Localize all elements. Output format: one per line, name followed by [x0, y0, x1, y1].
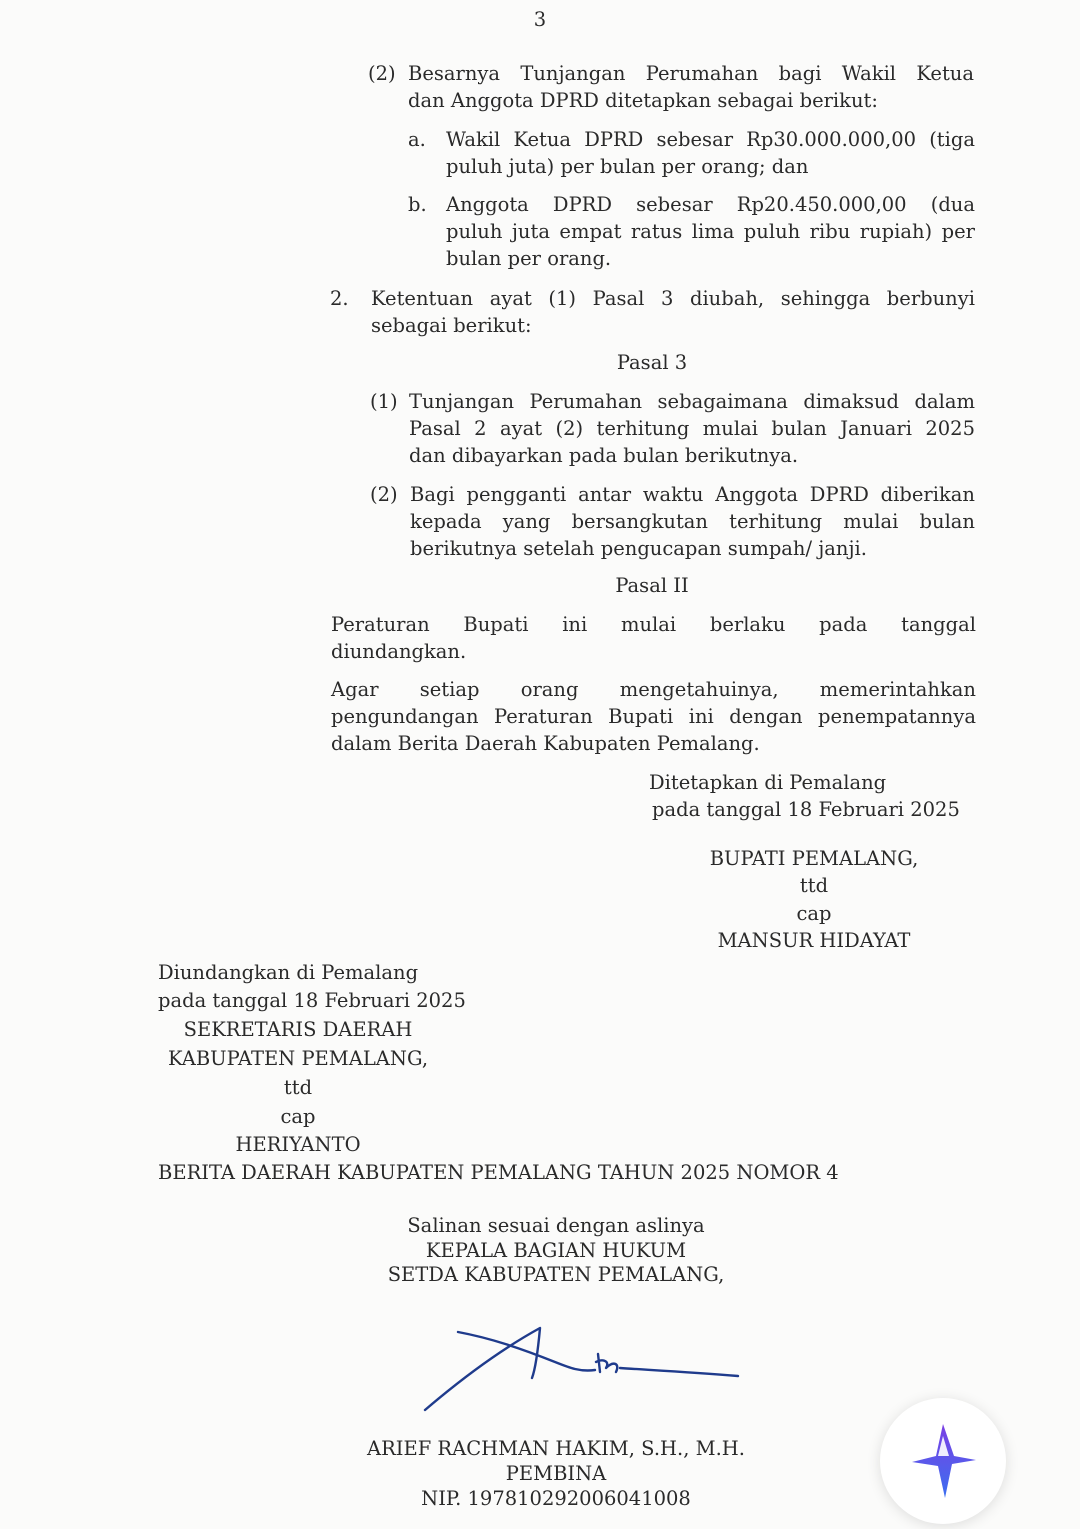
promulgation-date: pada tanggal 18 Februari 2025	[158, 989, 466, 1012]
page-number: 3	[533, 8, 547, 31]
handwritten-signature	[420, 1320, 750, 1420]
certifier-title: SETDA KABUPATEN PEMALANG,	[387, 1263, 725, 1286]
ayat-text-line: Pasal 2 ayat (2) terhitung mulai bulan Januari 2025	[409, 417, 975, 440]
list-number: 2.	[330, 287, 349, 310]
closing-paragraph-line: diundangkan.	[331, 640, 467, 663]
list-item-line: Anggota DPRD sebesar Rp20.450.000,00 (dua	[446, 193, 975, 216]
list-letter: b.	[408, 193, 427, 216]
signatory-name: MANSUR HIDAYAT	[717, 929, 911, 952]
signature-mark: ttd	[283, 1076, 313, 1099]
certified-copy-note: Salinan sesuai dengan aslinya	[407, 1214, 705, 1237]
signatory-name: HERIYANTO	[235, 1133, 361, 1156]
enactment-date: pada tanggal 18 Februari 2025	[652, 798, 960, 821]
app-logo-badge[interactable]	[880, 1398, 1006, 1524]
ayat-text-line: Tunjangan Perumahan sebagaimana dimaksud dalam	[409, 390, 975, 413]
ayat-text-line: dan dibayarkan pada bulan berikutnya.	[409, 444, 799, 467]
gazette-reference: BERITA DAERAH KABUPATEN PEMALANG TAHUN 2025 NOMOR 4	[158, 1161, 839, 1184]
list-item-line: Wakil Ketua DPRD sebesar Rp30.000.000,00 (tiga	[446, 128, 975, 151]
ayat-text-line: Bagi pengganti antar waktu Anggota DPRD diberikan	[410, 483, 975, 506]
ayat-text-line: kepada yang bersangkutan terhitung mulai bulan	[410, 510, 975, 533]
ayat-number: (1)	[370, 390, 398, 413]
certifier-nip: NIP. 197810292006041008	[421, 1487, 691, 1510]
ayat-number: (2)	[368, 62, 396, 85]
list-item-line: puluh juta) per bulan per orang; dan	[446, 155, 809, 178]
enactment-place: Ditetapkan di Pemalang	[649, 771, 887, 794]
list-item-line: Ketentuan ayat (1) Pasal 3 diubah, sehingga berbunyi	[371, 287, 975, 310]
ayat-number: (2)	[370, 483, 398, 506]
list-item-line: puluh juta empat ratus lima puluh ribu rupiah) per	[446, 220, 975, 243]
list-letter: a.	[408, 128, 426, 151]
app-logo-icon	[908, 1422, 978, 1500]
promulgation-place: Diundangkan di Pemalang	[158, 961, 419, 984]
list-item-line: bulan per orang.	[446, 247, 612, 270]
signatory-title: SEKRETARIS DAERAH	[183, 1018, 413, 1041]
ayat-text-line: Besarnya Tunjangan Perumahan bagi Wakil Ketua	[408, 62, 974, 85]
signature-mark: ttd	[799, 874, 829, 897]
stamp-mark: cap	[280, 1105, 316, 1128]
signatory-title: BUPATI PEMALANG,	[709, 847, 919, 870]
signatory-title: KABUPATEN PEMALANG,	[167, 1047, 429, 1070]
closing-paragraph-line: Agar setiap orang mengetahuinya, memerintahkan	[331, 678, 976, 701]
ayat-text-line: berikutnya setelah pengucapan sumpah/ janji.	[410, 537, 867, 560]
closing-paragraph-line: pengundangan Peraturan Bupati ini dengan penempatannya	[331, 705, 976, 728]
stamp-mark: cap	[796, 902, 832, 925]
list-item-line: sebagai berikut:	[371, 314, 532, 337]
ayat-text-line: dan Anggota DPRD ditetapkan sebagai berikut:	[408, 89, 878, 112]
certifier-name: ARIEF RACHMAN HAKIM, S.H., M.H.	[367, 1437, 745, 1460]
certifier-rank: PEMBINA	[505, 1462, 607, 1485]
article-heading: Pasal 3	[616, 351, 688, 374]
article-heading: Pasal II	[615, 574, 689, 597]
closing-paragraph-line: Peraturan Bupati ini mulai berlaku pada tanggal	[331, 613, 976, 636]
closing-paragraph-line: dalam Berita Daerah Kabupaten Pemalang.	[331, 732, 760, 755]
certifier-title: KEPALA BAGIAN HUKUM	[425, 1239, 687, 1262]
